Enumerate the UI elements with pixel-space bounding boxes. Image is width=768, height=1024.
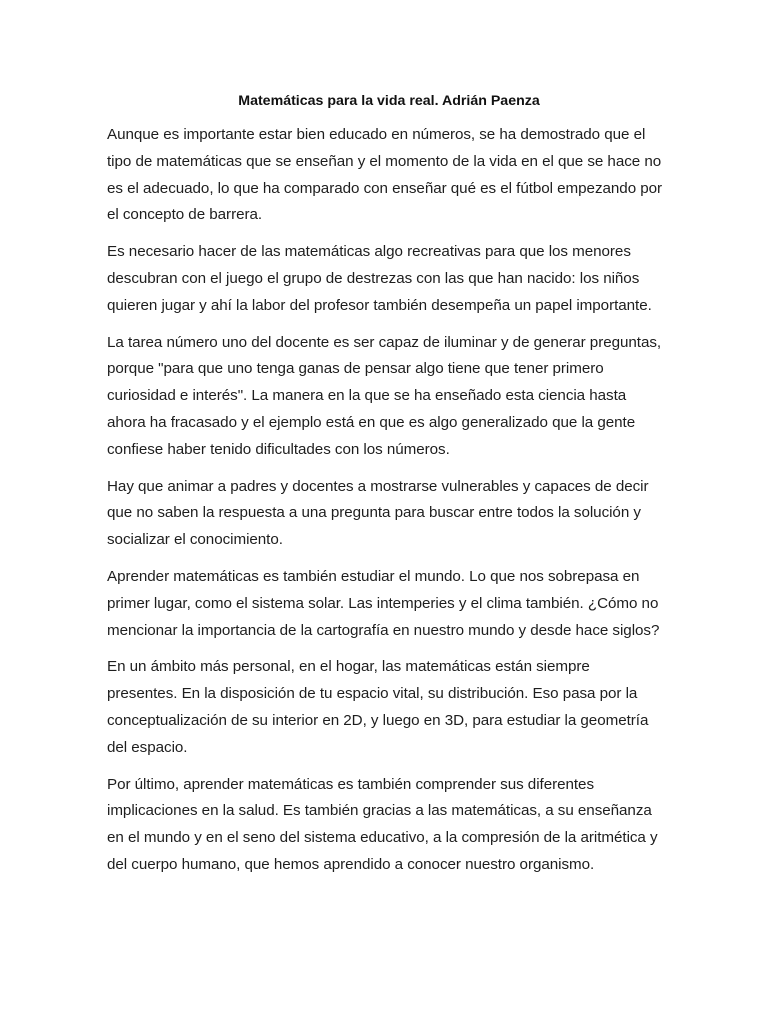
paragraph-3: La tarea número uno del docente es ser capaz de iluminar y de generar preguntas, porque "para que uno tenga ganas de pensar algo tiene que tener primero curiosidad e interés". La manera en la que se ha enseñado esta ciencia hasta ahora ha fracasado y el ejemplo está en que es algo generalizado que la gente confiese haber tenido dificultades con los números.	[107, 333, 662, 458]
document-title: Matemáticas para la vida real. Adrián Paenza	[238, 93, 540, 109]
paragraph-1: Aunque es importante estar bien educado en números, se ha demostrado que el tipo de matemáticas que se enseñan y el momento de la vida en el que se hace no es el adecuado, lo que ha comparado con enseñar qué es el fútbol empezando por el concepto de barrera.	[107, 126, 663, 224]
paragraph-2: Es necesario hacer de las matemáticas algo recreativas para que los menores descubran con el juego el grupo de destrezas con las que han nacido: los niños quieren jugar y ahí la labor del profesor también desempeña un papel importante.	[107, 243, 652, 314]
paragraph-6: En un ámbito más personal, en el hogar, las matemáticas están siempre presentes. En la disposición de tu espacio vital, su distribución. Eso pasa por la conceptualización de su interior en 2D, y luego en 3D, para estudiar la geometría del espacio.	[107, 658, 649, 756]
paragraph-7: Por último, aprender matemáticas es también comprender sus diferentes implicaciones en la salud. Es también gracias a las matemáticas, a su enseñanza en el mundo y en el seno del sistema educativo, a la compresión de la aritmética y del cuerpo humano, que hemos aprendido a conocer nuestro organismo.	[107, 775, 658, 873]
paragraph-4: Hay que animar a padres y docentes a mostrarse vulnerables y capaces de decir que no saben la respuesta a una pregunta para buscar entre todos la solución y socializar el conocimiento.	[107, 477, 649, 549]
document-body	[107, 90, 663, 889]
paragraph-5: Aprender matemáticas es también estudiar el mundo. Lo que nos sobrepasa en primer lugar, como el sistema solar. Las intemperies y el clima también. ¿Cómo no mencionar la importancia de la cartografía en nuestro mundo y desde hace siglos?	[107, 567, 660, 639]
